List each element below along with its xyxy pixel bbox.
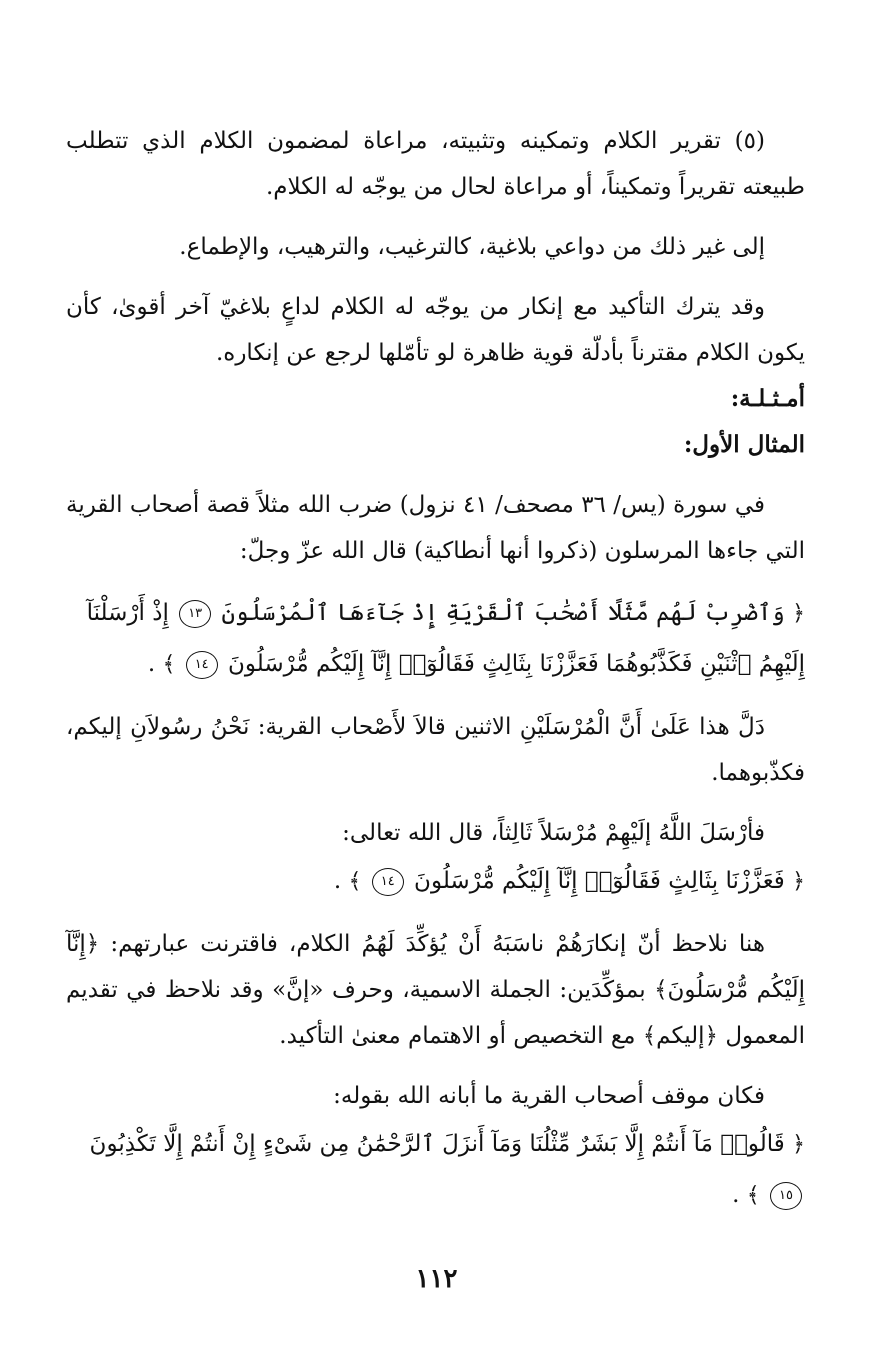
- paragraph-omit-emphasis: وقد يترك التأكيد مع إنكار من يوجّه له الكلام لداعٍ بلاغيّ آخر أقوىٰ، كأن يكون الكلام مقترناً بأدلّة قوية ظاهرة لو تأمّلها لرجع عن إنكاره.: [66, 294, 805, 366]
- quran-verse-15: [66, 1119, 805, 1221]
- ornate-bracket-open: ﴿: [792, 1132, 805, 1157]
- paragraph-people-stance: فكان موقف أصحاب القرية ما أبانه الله بقوله:: [333, 1083, 765, 1109]
- ayah-number-marker: ١٥: [770, 1182, 802, 1210]
- full-stop: .: [147, 651, 156, 677]
- ayah-number-marker: ١٤: [372, 868, 404, 896]
- ornate-bracket-open: ﴿: [792, 601, 805, 626]
- paragraph-two-messengers: دَلَّ هذا عَلَىٰ أَنَّ الْمُرْسَلَيْنِ الاثنين قالاَ لأَصْحاب القرية: نَحْنُ رسُولاَنِ إليكم، فكذّبوهما.: [66, 714, 805, 786]
- verse-text: وَٱضْرِبْ لَهُم مَّثَلًا أَصْحَٰبَ ٱلْقَرْيَةِ إِذْ جَآءَهَا ٱلْمُرْسَلُونَ: [221, 600, 785, 626]
- paragraph-analysis: هنا نلاحظ أنّ إنكارَهُمْ ناسَبَهُ أَنْ يُؤكِّدَ لَهُمُ الكلام، فاقترنت عبارتهم: ﴿إِنَّآ إِلَيْكُم مُّرْسَلُونَ﴾ بمؤكِّدَين: الجملة الاسمية، وحرف «إنَّ» وقد نلاحظ في تقديم المعمول ﴿إليكم﴾ مع التخصيص أو الاهتمام معنىٰ التأكيد.: [66, 931, 805, 1049]
- ayah-number-marker: ١٣: [179, 600, 211, 628]
- ayah-number-marker: ١٤: [186, 651, 218, 679]
- verse-text: فَعَزَّزْنَا بِثَالِثٍ فَقَالُوٓا۟ إِنَّآ إِلَيْكُم مُّرْسَلُونَ: [414, 868, 785, 894]
- ornate-bracket-close: ﴾: [162, 652, 176, 677]
- verse-text: إِذْ أَرْسَلْنَآ إِلَيْهِمُ ٱثْنَيْنِ فَكَذَّبُوهُمَا فَعَزَّزْنَا بِثَالِثٍ فَقَالُوٓا۟ إِنَّآ إِلَيْكُم مُّرْسَلُونَ: [86, 600, 805, 677]
- paragraph-point-5: (٥) تقرير الكلام وتمكينه وتثبيته، مراعاة لمضمون الكلام الذي تتطلب طبيعته تقريراً وتمكيناً، أو مراعاة لحال من يوجّه له الكلام.: [66, 128, 805, 200]
- full-stop: .: [732, 1182, 740, 1208]
- first-example-heading: المثال الأول:: [683, 431, 805, 458]
- full-stop: .: [333, 868, 342, 894]
- quran-verse-13-14: [66, 588, 805, 690]
- examples-heading: أمـثـلـة:: [730, 385, 805, 412]
- ornate-bracket-open: ﴿: [792, 869, 805, 894]
- paragraph-third-messenger: فأرْسَلَ اللَّهُ إلَيْهِمْ مُرْسَلاً ثَالِثاً، قال الله تعالى:: [342, 820, 765, 846]
- page-number: ١١٢: [415, 1264, 458, 1294]
- ornate-bracket-close: ﴾: [746, 1183, 760, 1208]
- ornate-bracket-close: ﴾: [348, 869, 362, 894]
- paragraph-surah-intro: في سورة (يس/ ٣٦ مصحف/ ٤١ نزول) ضرب الله مثلاً قصة أصحاب القرية التي جاءها المرسلون (ذكروا أنها أنطاكية) قال الله عزّ وجلّ:: [66, 492, 805, 564]
- quran-verse-14: [66, 856, 805, 907]
- verse-text: قَالُوا۟ مَآ أَنتُمْ إِلَّا بَشَرٌ مِّثْلُنَا وَمَآ أَنزَلَ ٱلرَّحْمَٰنُ مِن شَىْءٍ إِنْ أَنتُمْ إِلَّا تَكْذِبُونَ: [89, 1131, 785, 1157]
- paragraph-other-motives: إلى غير ذلك من دواعي بلاغية، كالترغيب، والترهيب، والإطماع.: [179, 234, 765, 260]
